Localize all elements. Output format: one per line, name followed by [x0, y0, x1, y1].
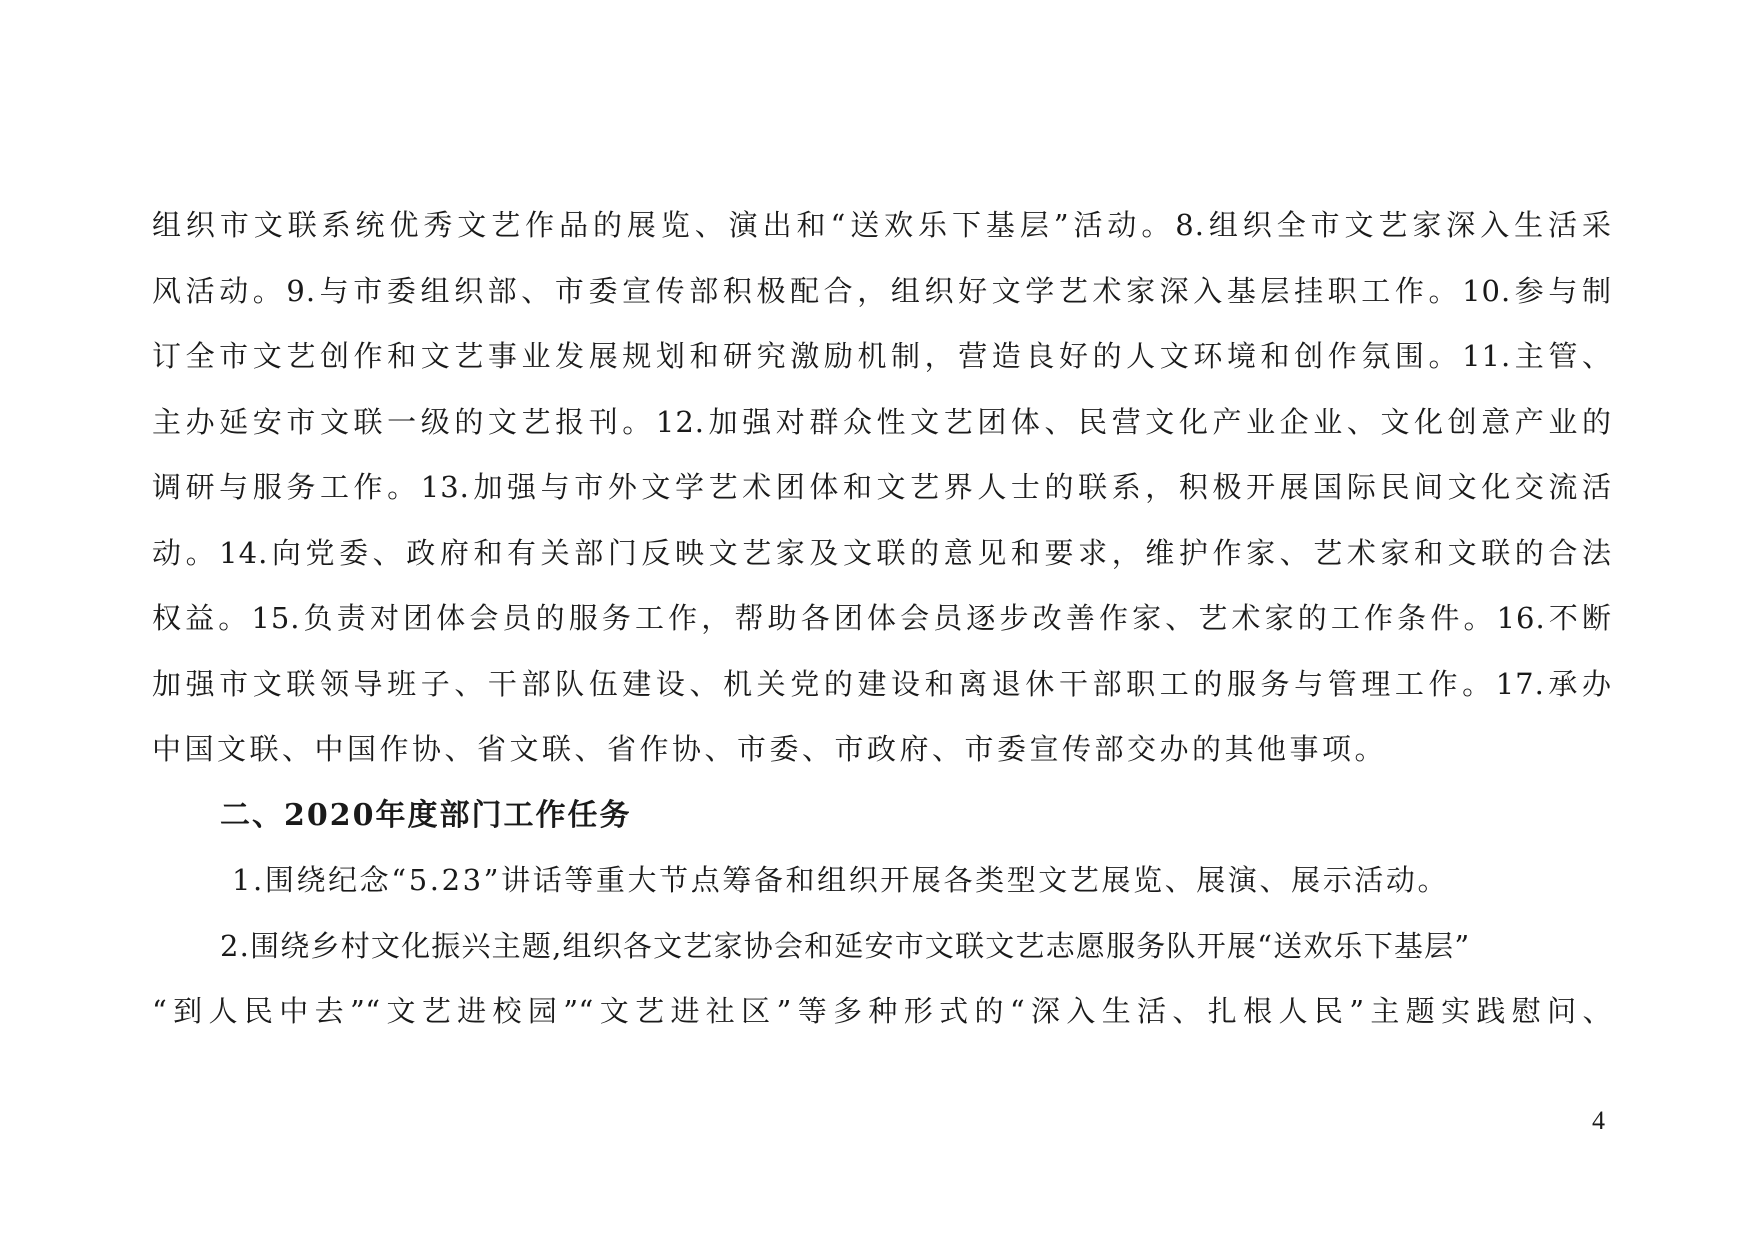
paragraph-line: 订全市文艺创作和文艺事业发展规划和研究激励机制，营造良好的人文环境和创作氛围。11.主管、	[152, 339, 1612, 373]
paragraph-line: 组织市文联系统优秀文艺作品的展览、演出和“送欢乐下基层”活动。8.组织全市文艺家深入生活采	[152, 208, 1612, 242]
task-item-1: 1.围绕纪念“5.23”讲话等重大节点筹备和组织开展各类型文艺展览、展演、展示活动。	[232, 863, 1450, 897]
paragraph-line: 主办延安市文联一级的文艺报刊。12.加强对群众性文艺团体、民营文化产业企业、文化创意产业的	[152, 404, 1612, 439]
task-item-2: 2.围绕乡村文化振兴主题,组织各文艺家协会和延安市文联文艺志愿服务队开展“送欢乐下基层”	[220, 928, 1471, 963]
paragraph-line: 中国文联、中国作协、省文联、省作协、市委、市政府、市委宣传部交办的其他事项。	[152, 732, 1388, 766]
task-item-2-continuation: “到人民中去”“文艺进校园”“文艺进社区”等多种形式的“深入生活、扎根人民”主题实践慰问、	[152, 994, 1612, 1028]
document-body	[152, 193, 1612, 1045]
paragraph-line: 加强市文联领导班子、干部队伍建设、机关党的建设和离退休干部职工的服务与管理工作。17.承办	[152, 666, 1612, 701]
paragraph-line: 调研与服务工作。13.加强与市外文学艺术团体和文艺界人士的联系，积极开展国际民间文化交流活	[152, 470, 1612, 504]
paragraph-line: 权益。15.负责对团体会员的服务工作，帮助各团体会员逐步改善作家、艺术家的工作条件。16.不断	[152, 601, 1612, 635]
page-number: 4	[1592, 1106, 1605, 1135]
paragraph-line: 风活动。9.与市委组织部、市委宣传部积极配合，组织好文学艺术家深入基层挂职工作。10.参与制	[152, 273, 1612, 308]
section-heading: 二、2020年度部门工作任务	[220, 797, 632, 833]
paragraph-line: 动。14.向党委、政府和有关部门反映文艺家及文联的意见和要求，维护作家、艺术家和文联的合法	[152, 535, 1612, 570]
